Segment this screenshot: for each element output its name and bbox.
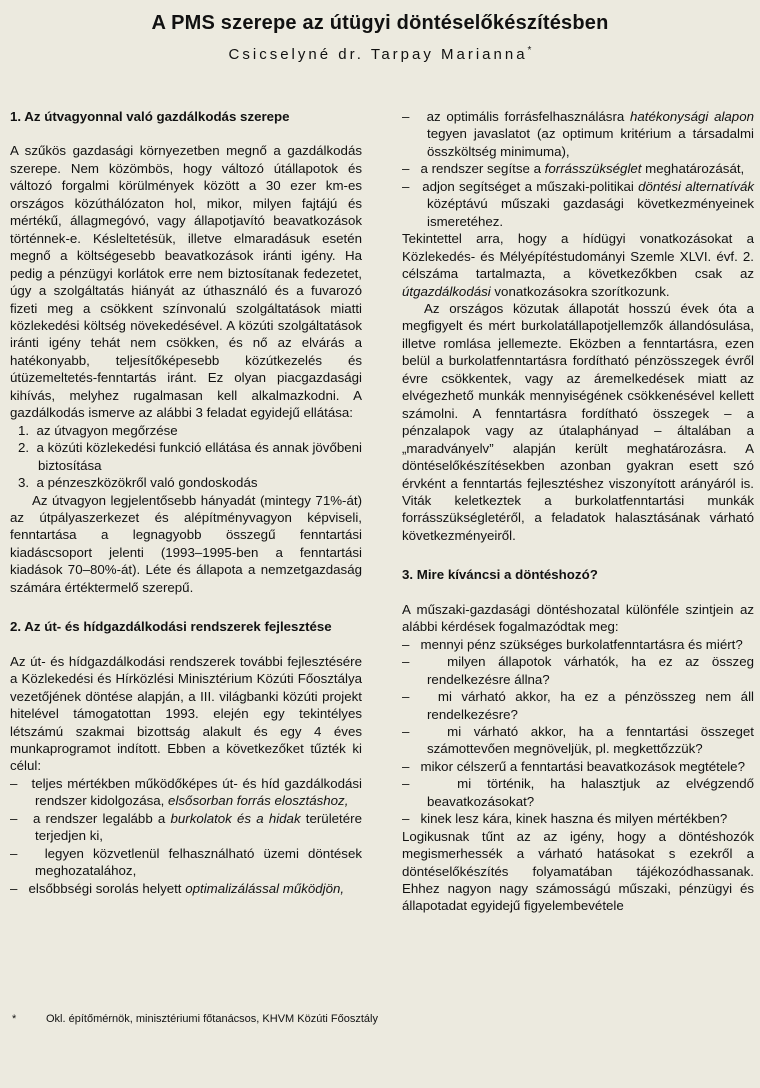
question-item-4: – mi várható akkor, ha a fenntartási összeget számottevően megnöveljük, pl. megkettőzzük? — [402, 723, 754, 757]
question-item-5: – mikor célszerű a fenntartási beavatkozások megtétele? — [402, 758, 745, 774]
section-3-heading: 3. Mire kíváncsi a döntéshozó? — [402, 567, 598, 583]
section-1-paragraph-2: Az útvagyon legjelentősebb hányadát (mintegy 71%-át) az útpályaszerkezet és alépítményvagyon képviseli, fenntartása a legnagyobb összegű fenntartási kiadáscsoport jelenti (1993–1995-ben a fenntartási kiadások 70–80%-át). Léte és állapota a nemzetgazdaság számára értéktermelő szerepű. — [10, 492, 362, 595]
footnote — [12, 1013, 752, 1025]
list-item-2: 2. a közúti közlekedési funkció ellátása és annak jövőbeni biztosítása — [18, 440, 362, 473]
section-2-paragraph-1: Az út- és hídgazdálkodási rendszerek további fejlesztésére a Közlekedési és Hírközlési Minisztérium Közúti Főosztálya vezetőjének döntése alapján, a III. világbanki közúti projekt hitelével támogatottan 1993. elején egy tekintélyes létszámú szakmai bizottság alakult és egy 4 éves munkaprogramot indított. Ebben a következőket tűzték ki célul: — [10, 653, 362, 774]
section-2-paragraph-2: Tekintettel arra, hogy a hídügyi vonatkozásokat a Közlekedés- és Mélyépítéstudományi Szemle XLVI. évf. 2. célszáma tartalmazta, a következőkben csak az útgazdálkodási vonatkozásokra szorítkozunk. — [402, 231, 754, 299]
author-line — [0, 45, 760, 63]
section-2-heading: 2. Az út- és hídgazdálkodási rendszerek fejlesztése — [10, 619, 332, 635]
goal-item-3: – legyen közvetlenül felhasználható üzemi döntések meghozatalához, — [10, 845, 362, 879]
question-item-6: – mi történik, ha halasztjuk az elvégzendő beavatkozásokat? — [402, 776, 754, 809]
goal-item-1: – teljes mértékben működőképes út- és híd gazdálkodási rendszer kidolgozása, elsősorban forrás elosztáshoz, — [10, 775, 362, 809]
goal-item-4: – elsőbbségi sorolás helyett optimalizálással működjön, — [10, 880, 345, 896]
section-1-paragraph-1: A szűkös gazdasági környezetben megnő a gazdálkodás szerepe. Nem közömbös, hogy változó útállapotok és változó forgalmi körülmények között a 30 ezer km-es országos közúthálózaton hol, mikor, milyen fajtájú és mértékű, állagmegóvó, vagy állapotjavító beavatkozások történnek-e. Késleltetésük, illetve elmaradásuk esetén megnő a költségesebb beavatkozások iránti igény. Ha pedig a pénzügyi korlátok erre nem biztosítanak fedezetet, úgy a szolgáltatás hiányát az úthasználó és a fuvarozó fizeti meg a csökkent színvonalú szolgáltatások miatti közlekedési költség növekedésével. A közúti szolgáltatások iránti igény tehát nem csökken, és nő az elvárás a hatékonyabb, teljesítőképesebb közútkezelés és útüzemeltetés-fenntartás iránt. Ez olyan piacgazdasági kihívás, melyhez rugalmasan kell alkalmazkodni. A gazdálkodás ismerve az alábbi 3 feladat egyidejű ellátása: — [10, 143, 362, 421]
right-column — [402, 108, 754, 915]
author-footnote-mark: * — [527, 45, 532, 56]
section-3-paragraph-1: A műszaki-gazdasági döntéshozatal különféle szintjein az alábbi kérdések fogalmazódtak meg: — [402, 601, 754, 635]
question-item-1: – mennyi pénz szükséges burkolatfenntartásra és miért? — [402, 636, 743, 652]
goal-item-5: – az optimális forrásfelhasználásra hatékonysági alapon tegyen javaslatot (az optimum kritérium a társadalmi összköltség minimuma), — [402, 109, 754, 159]
article-title: A PMS szerepe az útügyi döntéselőkészítésben — [151, 12, 609, 34]
list-item-1: 1. az útvagyon megőrzése — [18, 422, 178, 438]
list-item-3: 3. a pénzeszközökről való gondoskodás — [18, 475, 258, 491]
question-item-3: – mi várható akkor, ha ez a pénzösszeg nem áll rendelkezésre? — [402, 689, 754, 722]
goal-item-7: – adjon segítséget a műszaki-politikai döntési alternatívák középtávú műszaki gazdasági következményeinek ismeretéhez. — [402, 178, 754, 229]
goal-item-2: – a rendszer legalább a burkolatok és a hidak területére terjedjen ki, — [10, 810, 362, 844]
goal-item-6: – a rendszer segítse a forrásszükséglet meghatározását, — [402, 161, 745, 177]
footnote-text: Okl. építőmérnök, minisztériumi főtanácsos, KHVM Közúti Főosztály — [46, 1013, 378, 1025]
question-item-7: – kinek lesz kára, kinek haszna és milyen mértékben? — [402, 811, 728, 827]
author-name: Csicselyné dr. Tarpay Marianna — [228, 46, 528, 63]
section-3-paragraph-2: Logikusnak tűnt az az igény, hogy a döntéshozók megismerhessék a várható hatásokat s ezekről a döntéselőkészítés folyamatában tájékozódhassanak. Ehhez nagyon nagy számosságú műszaki, pénzügyi és állapotadat egyidejű figyelembevétele — [402, 828, 754, 914]
section-2-paragraph-3: Az országos közutak állapotát hosszú évek óta a megfigyelt és mért burkolatállapotjellemzők állandósulása, illetve romlása jellemezte. Eközben a fenntartásra, ezen belül a burkolatfenntartásra fordítható pénzösszegek évről évre csökkentek, vagy az áremelkedések miatt az elvégezhető munkák mennyiségének csökkenésével kellett számolni. A fenntartásra fordítható összegek – a pénzalapok vagy az útalaphányad – általában a „maradványelv” alapján került meghatározásra. A döntéselőkészítésekben azonban gyakran esett szó érvként a fenntartás fejlesztéshez viszonyított arányáról is. Viták keletkeztek a burkolatfenntartási munkák forrásszükségletéről, a feladatok halasztásának várható következményeiről. — [402, 300, 754, 543]
footnote-mark: * — [12, 1013, 17, 1025]
section-1-heading: 1. Az útvagyonnal való gazdálkodás szerepe — [10, 109, 290, 124]
left-column — [10, 108, 362, 897]
question-item-2: – milyen állapotok várhatók, ha ez az összeg rendelkezésre állna? — [402, 654, 754, 687]
